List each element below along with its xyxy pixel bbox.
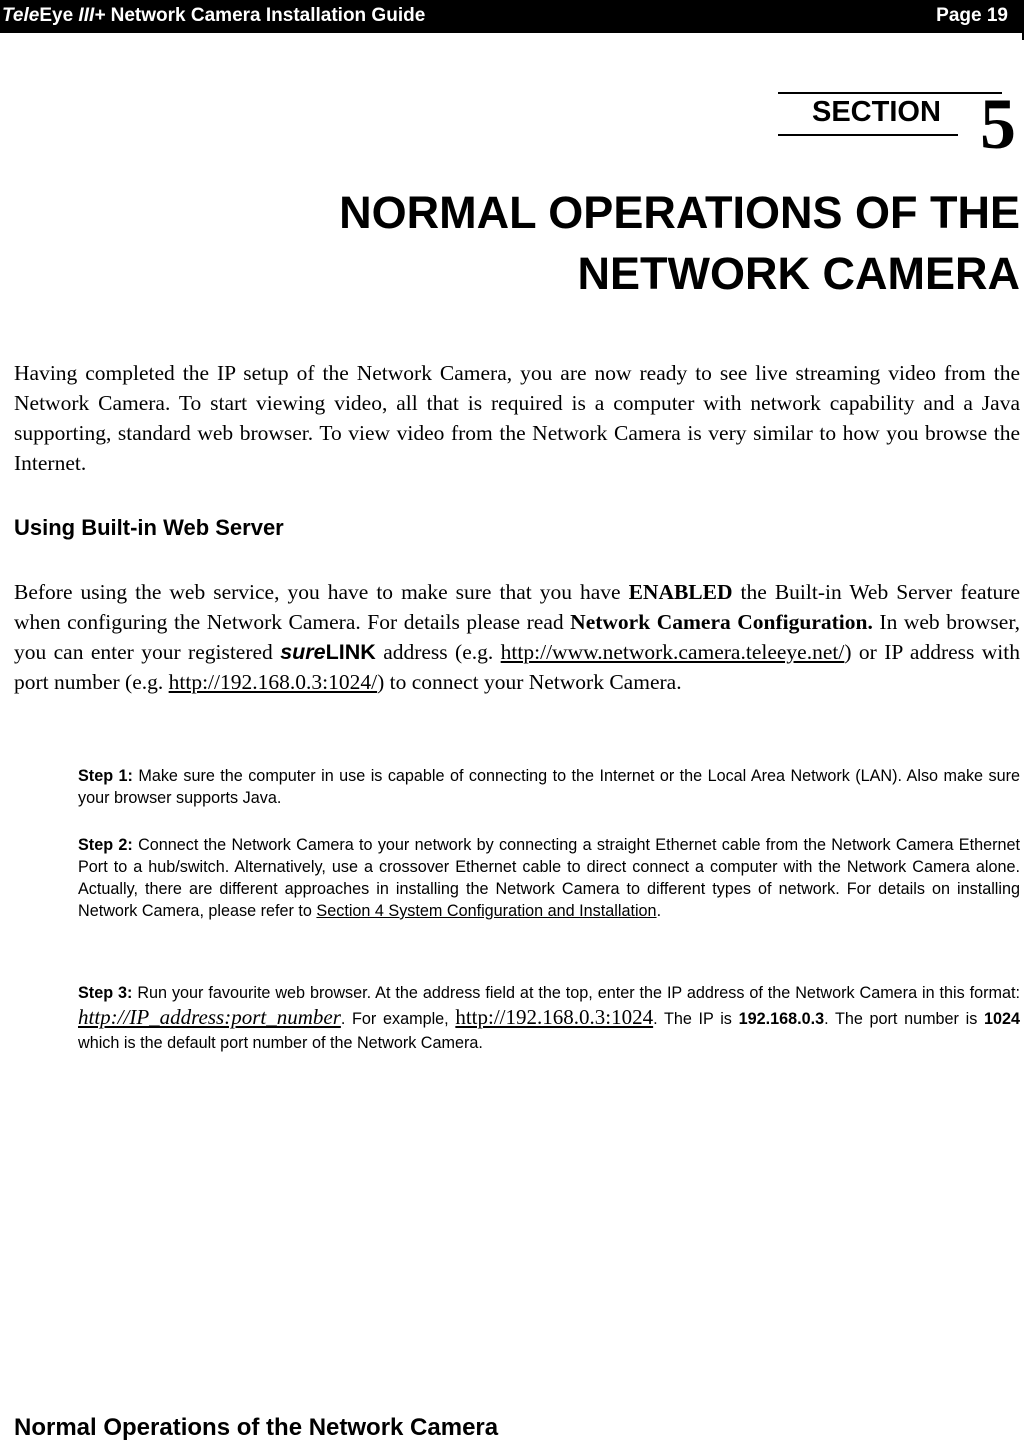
enabled-text: ENABLED [628, 580, 733, 604]
url-format: http://IP_address:port_number [78, 1005, 341, 1029]
example-url[interactable]: http://192.168.0.3:1024 [455, 1005, 654, 1029]
step-2: Step 2: Connect the Network Camera to your network by connecting a straight Ethernet cable from the Network Camera Ethernet Port to a hub/switch. Alternatively, use a crossover Ethernet cable to direct connect a computer with the Network Camera alone. Actually, there are different approaches in installing the Network Camera to different types of network. For details on installing Network Camera, please refer to Section 4 System Configuration and Installation. [78, 836, 1020, 920]
page-footer: Normal Operations of the Network Camera [14, 1414, 499, 1441]
port-value: 1024 [983, 1010, 1020, 1028]
intro-paragraph: Having completed the IP setup of the Network Camera, you are now ready to see live streaming video from the Network Camera. To start viewing video, all that is required is a computer with network capability and a Java supporting, standard web browser. To view video from the Network Camera is very similar to how you browse the Internet. [14, 361, 1020, 475]
chapter-title [339, 182, 1020, 304]
section-rule-bottom [778, 134, 958, 136]
step-1: Step 1: Make sure the computer in use is capable of connecting to the Internet or the Local Area Network (LAN). Also make sure your browser supports Java. [78, 767, 1020, 807]
ip-value: 192.168.0.3 [738, 1010, 825, 1028]
chapter-title-line2: NETWORK CAMERA [577, 248, 1020, 299]
brand-eye: Eye [39, 5, 74, 26]
section-rule-top [778, 92, 1002, 94]
page-number: Page 19 [936, 5, 1008, 26]
step-1-label: Step 1: [78, 767, 133, 785]
sure-text: sure [280, 640, 326, 664]
brand-model: III+ [78, 5, 106, 26]
header-edge-rule [1022, 0, 1024, 40]
link-text: LINK [325, 640, 376, 664]
config-reference: Network Camera Configuration. [570, 610, 873, 634]
section-number: 5 [980, 84, 1016, 164]
chapter-title-line1: NORMAL OPERATIONS OF THE [339, 187, 1020, 238]
section-label: SECTION [812, 96, 941, 128]
surelink-url[interactable]: http://www.network.camera.teleeye.net/ [500, 640, 845, 664]
header-guide-title: Network Camera Installation Guide [110, 5, 426, 26]
page-header [0, 0, 1022, 33]
step-3-label: Step 3: [78, 984, 133, 1002]
section-4-link[interactable]: Section 4 System Configuration and Installation [316, 902, 657, 920]
header-brand [2, 5, 425, 27]
subheading: Using Built-in Web Server [14, 515, 284, 540]
step-2-label: Step 2: [78, 836, 133, 854]
ip-port-url[interactable]: http://192.168.0.3:1024/ [168, 670, 378, 694]
web-server-paragraph: Before using the web service, you have to make sure that you have ENABLED the Built-in Web Server feature when configuring the Network Camera. For details please read Network Camera Configuration. In web browser, you can enter your registered sureLINK address (e.g. http://www.network.camera.teleeye.net/) or IP address with port number (e.g. http://192.168.0.3:1024/) to connect your Network Camera. [14, 580, 1021, 694]
step-3: Step 3: Run your favourite web browser. At the address field at the top, enter the IP address of the Network Camera in this format: http://IP_address:port_number. For example, http://192.168.0.3:1024. The IP is 192.168.0.3. The port number is 1024 which is the default port number of the Network Camera. [78, 984, 1020, 1052]
brand-tele: Tele [2, 5, 40, 26]
